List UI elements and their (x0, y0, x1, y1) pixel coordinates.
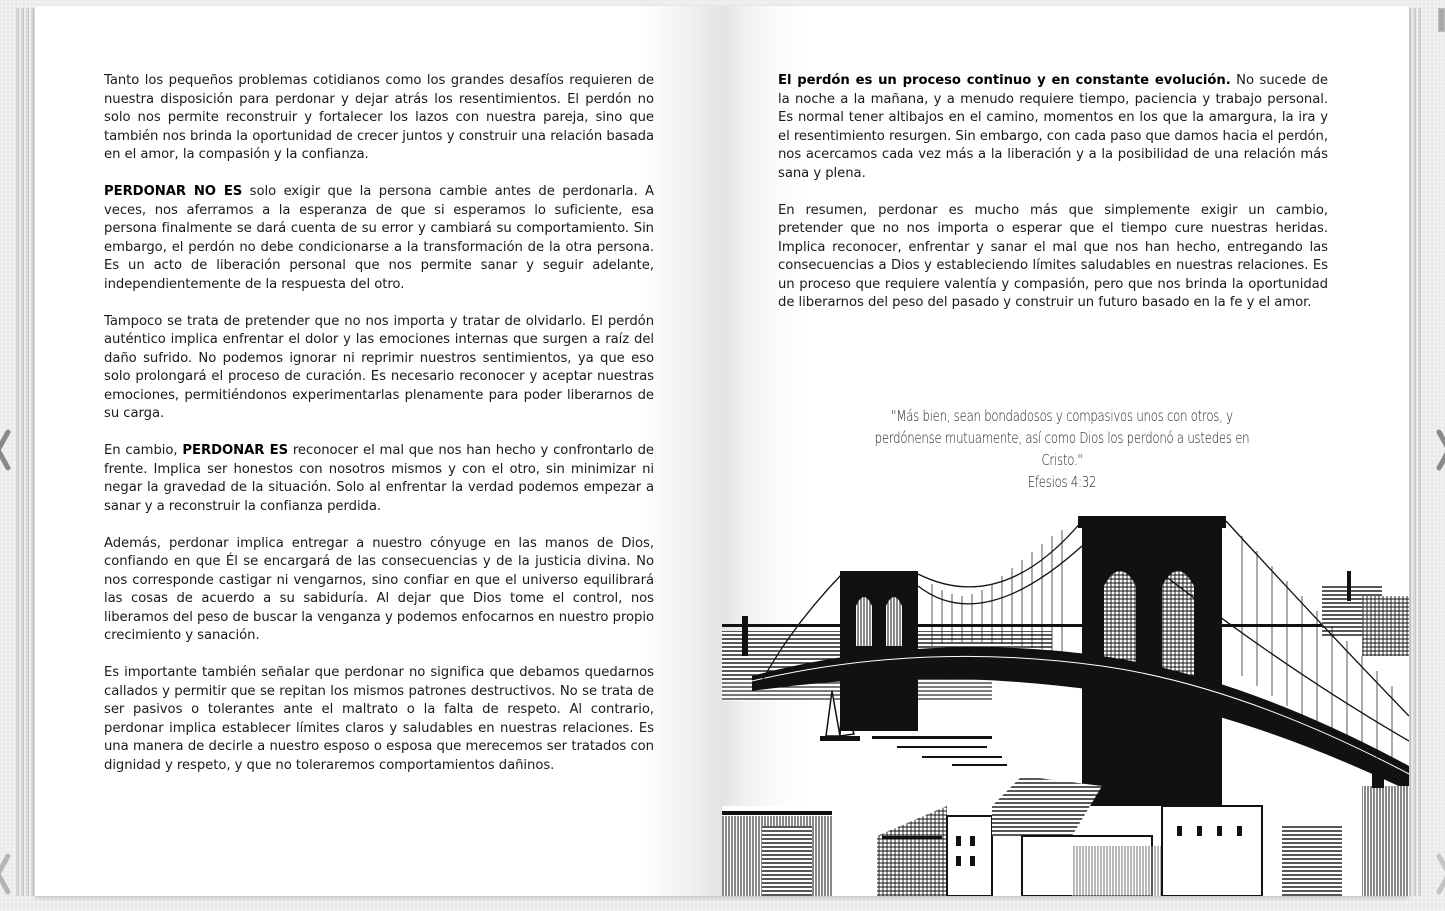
paragraph: El perdón es un proceso continuo y en constante evolución. No sucede de la noche a la mañana, y a menudo requiere tiempo, paciencia y trabajo personal. Es normal tener altibajos en el camino, momentos en los que la amargura, la ira y el resentimiento resurgen. Sin embargo, con cada paso que damos hacia el perdón, nos acercamos cada vez más a la liberación y a la posibilidad de una relación más sana y plena. (778, 73, 1328, 181)
page-spread (35, 6, 1409, 896)
bible-quote (867, 405, 1257, 493)
scrollbar-thumb[interactable] (1438, 8, 1445, 32)
bold-lead: PERDONAR ES (182, 443, 289, 458)
paragraph: Además, perdonar implica entregar a nuestro cónyuge en las manos de Dios, confiando en que Él se encargará de las consecuencias y de la justicia divina. No nos corresponde castigar ni vengarnos, sino confiar en que el universo equilibrará las cosas de acuerdo a su sabiduría. Al dejar que Dios tome el control, nos liberamos del peso de buscar la venganza y podemos enfocarnos en nuestro propio crecimiento y sanación. (104, 535, 654, 643)
chevron-right-icon (1435, 428, 1445, 472)
chevron-right-icon (1435, 852, 1445, 896)
paragraph: PERDONAR NO ES solo exigir que la persona cambie antes de perdonarla. A veces, nos aferramos a la esperanza de que si esperamos lo suficiente, esa persona finalmente se dará cuenta de su error y cambiará su comportamiento. Sin embargo, el perdón no debe condicionarse a la transformación de la otra persona. Es un acto de liberación personal que nos permite sanar y seguir adelante, independientemente de la respuesta del otro. (104, 184, 654, 292)
quote-text: "Más bien, sean bondadosos y compasivos unos con otros, y perdónense mutuamente, así como Dios los perdonó a ustedes en Cristo." (874, 407, 1250, 469)
paragraph: En resumen, perdonar es mucho más que simplemente exigir un cambio, pretender que no nos importa o esperar que el tiempo cure nuestras heridas. Implica reconocer, enfrentar y sanar el mal que nos han hecho, entregando las consecuencias a Dios y estableciendo límites saludables en nuestras relaciones. Es un proceso que requiere valentía y compasión, pero que nos brinda la oportunidad de liberarnos del peso del pasado y construir un futuro basado en la fe y el amor. (778, 202, 1328, 310)
previous-page-corner-button[interactable] (0, 852, 12, 896)
page-stack-left (16, 8, 36, 896)
paragraph: Tanto los pequeños problemas cotidianos como los grandes desafíos requieren de nuestra disposición para perdonar y dejar atrás los resentimientos. El perdón no solo nos permite reconstruir y fortalecer los lazos con nuestra pareja, sino que también nos brinda la oportunidad de crecer juntos y construir una relación basada en el amor, la compasión y la confianza. (104, 73, 654, 162)
brooklyn-bridge-illustration (722, 506, 1409, 896)
next-page-corner-button[interactable] (1435, 852, 1445, 896)
previous-page-button[interactable] (0, 428, 12, 472)
left-page-text (104, 72, 654, 794)
bold-lead: PERDONAR NO ES (104, 184, 243, 199)
chevron-left-icon (0, 852, 12, 896)
chevron-left-icon (0, 428, 12, 472)
right-page[interactable] (722, 6, 1409, 896)
bold-lead: El perdón es un proceso continuo y en constante evolución. (778, 73, 1231, 88)
water (872, 736, 1007, 766)
right-page-text (778, 72, 1328, 331)
paragraph: En cambio, PERDONAR ES reconocer el mal que nos han hecho y confrontarlo de frente. Implica ser honestos con nosotros mismos y con el otro, sin minimizar ni negar la gravedad de la situación. Solo al enfrentar la verdad podemos empezar a sanar y a reconstruir la confianza perdida. (104, 443, 654, 514)
next-page-button[interactable] (1435, 428, 1445, 472)
paragraph: Tampoco se trata de pretender que no nos importa y tratar de olvidarlo. El perdón auténtico implica enfrentar el dolor y las emociones internas que surgen a raíz del daño sufrido. No podemos ignorar ni reprimir nuestros sentimientos, ya que eso solo prolongará el proceso de curación. Es necesario reconocer y aceptar nuestras emociones, permitiéndonos experimentarlas plenamente para poder liberarnos de su carga. (104, 313, 654, 421)
page-stack-right (1408, 8, 1428, 896)
quote-reference: Efesios 4:32 (1027, 473, 1097, 491)
left-page[interactable] (35, 6, 722, 896)
paragraph: Es importante también señalar que perdonar no significa que debamos quedarnos callados y permitir que se repitan los mismos patrones destructivos. No se trata de ser pasivos o tolerantes ante el maltrato o la falta de respeto. Al contrario, perdonar implica establecer límites claros y saludables en nuestras relaciones. Es una manera de decirle a nuestro esposo o esposa que merecemos ser tratados con dignidad y respeto, y que no toleraremos comportamientos dañinos. (104, 665, 654, 773)
